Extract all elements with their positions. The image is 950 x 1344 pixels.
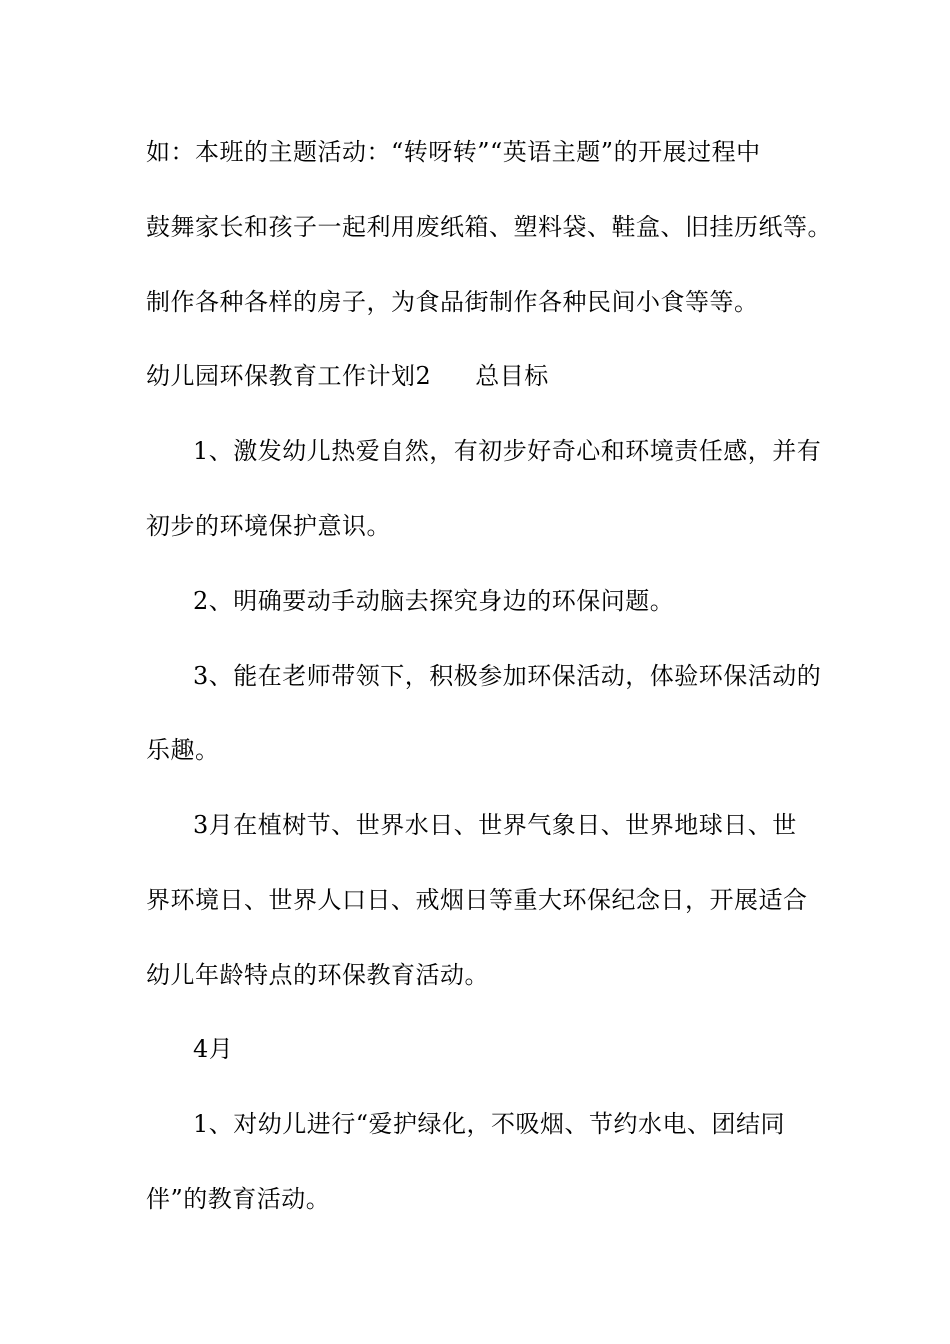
section-heading-line [146, 361, 549, 391]
paragraph-line: 界环境日、世界人口日、戒烟日等重大环保纪念日，开展适合 [146, 886, 808, 914]
month-heading: 4月 [193, 1035, 234, 1063]
section-subheading: 总目标 [475, 362, 549, 390]
list-item: 1、对幼儿进行“爱护绿化，不吸烟、节约水电、团结同 [193, 1110, 786, 1138]
paragraph-line: 如：本班的主题活动：“转呀转”“英语主题”的开展过程中 [146, 138, 761, 166]
paragraph-line: 伴”的教育活动。 [146, 1185, 331, 1213]
paragraph-line: 乐趣。 [146, 736, 220, 764]
list-item: 1、激发幼儿热爱自然，有初步好奇心和环境责任感，并有 [193, 437, 822, 465]
paragraph-line: 鼓舞家长和孩子一起利用废纸箱、塑料袋、鞋盒、旧挂历纸等。 [146, 213, 832, 241]
list-item: 2、明确要动手动脑去探究身边的环保问题。 [193, 587, 675, 615]
paragraph-line: 幼儿年龄特点的环保教育活动。 [146, 961, 489, 989]
paragraph-line: 3月在植树节、世界水日、世界气象日、世界地球日、世 [193, 811, 797, 839]
list-item: 3、能在老师带领下，积极参加环保活动，体验环保活动的 [193, 662, 822, 690]
paragraph-line: 初步的环境保护意识。 [146, 512, 391, 540]
section-heading: 幼儿园环保教育工作计划2 [146, 362, 432, 390]
paragraph-line: 制作各种各样的房子，为食品街制作各种民间小食等等。 [146, 288, 759, 316]
